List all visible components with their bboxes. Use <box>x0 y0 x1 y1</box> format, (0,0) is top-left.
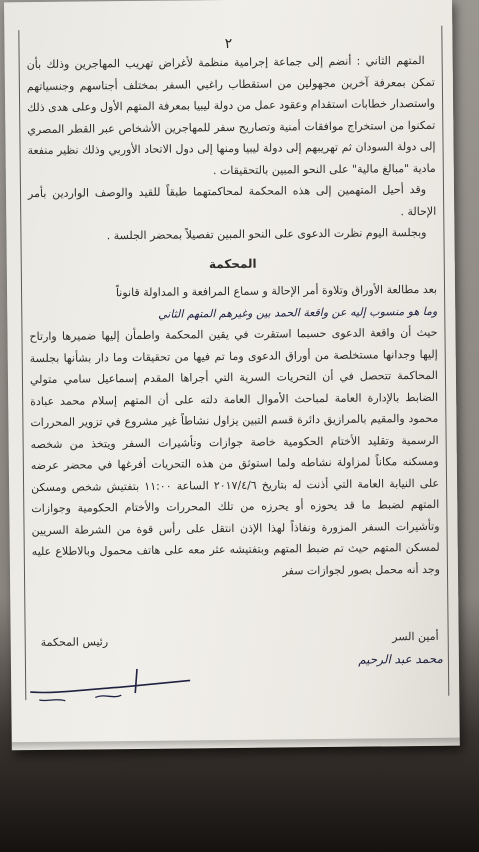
paragraph-referral: وقد أحيل المتهمين إلى هذه المحكمة لمحاكمتهما طبقاً للقيد والوصف الواردين بأمر الإحالة . <box>27 182 437 218</box>
secretary-signature: محمد عبد الرحيم <box>358 651 443 667</box>
president-signature-icon <box>25 662 195 704</box>
document-body <box>27 50 441 584</box>
page-border-left <box>18 30 26 700</box>
court-facts-paragraph: حيث أن واقعة الدعوى حسبما استقرت في يقين المحكمة واطمأن إليها ضميرها وارتاح إليها وجدانها مستخلصة من أوراق الدعوى وما تم فيها من تحقيقات وما دار بشأنها بجلسة المحاكمة تتحصل في أن التحريات السرية التي أجراها المقدم إسماعيل سامي متولي الضابط بالإدارة العامة لمباحث الأموال العامة دلته على أن المتهم إسلام محمد عبادة محمود والمقيم بالمرازيق دائرة قسم التبين يزاول نشاطاً غير مشروع في تزوير المحررات الرسمية وتقليد الأختام الحكومية خاصة جوازات وتأشيرات السفر ويتخذ من شخصه ومسكنه مكاناً لمزاولة نشاطه ولما استوثق من هذه التحريات أفرغها في محضر عرضه على النيابة العامة التي أذنت له بتاريخ ٢٠١٧/٤/٦ الساعة ١١:٠٠ بتفتيش شخص ومسكن المتهم لضبط ما قد يحوزه أو يحرزه من تلك المحررات والأختام الحكومية وجوازات وتأشيرات السفر المزورة ونفاذاً لهذا الإذن انتقل على رأس قوة من الشرطة السريين لمسكن المتهم حيث تم ضبط المتهم وبتفتيشه عثر معه على هاتف محمول وبالاطلاع عليه وجد أنه محمل بصور لجوازات سفر <box>29 325 441 577</box>
page-number: ٢ <box>224 35 233 53</box>
page-border-right <box>441 26 449 696</box>
court-intro: بعد مطالعة الأوراق وتلاوة أمر الإحالة و سماع المرافعة و المداولة قانوناً <box>115 282 438 300</box>
paragraph-session: وبجلسة اليوم نظرت الدعوى على النحو المبين تفصيلاً بمحضر الجلسة . <box>106 225 427 243</box>
president-label: رئيس المحكمة <box>40 635 109 649</box>
section-title: المحكمة <box>208 256 257 271</box>
signature-block <box>11 629 460 713</box>
paragraph-charge: المتهم الثاني : أنضم إلى جماعة إجرامية منظمة لأغراض تهريب المهاجرين وذلك بأن تمكن بمعرفة آخرين مجهولين من استقطاب راغبي السفر بمختلف أجناسهم وجنسياتهم واستصدار خطابات استقدام وعقود عمل من دولة ليبيا بمعرفة المتهم الأول وعلى هدى ذلك تمكنوا من استخراج موافقات أمنية وتصاريح سفر للمهاجرين الأشخاص عبر القطر المصري إلى دولة السودان ثم تهريبهم إلى دولة ليبيا ومنها إلى دول الاتحاد الأوربي وذلك نظير منفعة مادية "مبالغ مالية" على النحو المبين بالتحقيقات . <box>26 53 436 177</box>
secretary-label: أمين السر <box>392 629 439 644</box>
handwritten-insertion: وما هو منسوب إليه عن واقعة الحمد بين وغيرهم المتهم الثاني <box>157 304 438 321</box>
document-page <box>4 0 460 750</box>
